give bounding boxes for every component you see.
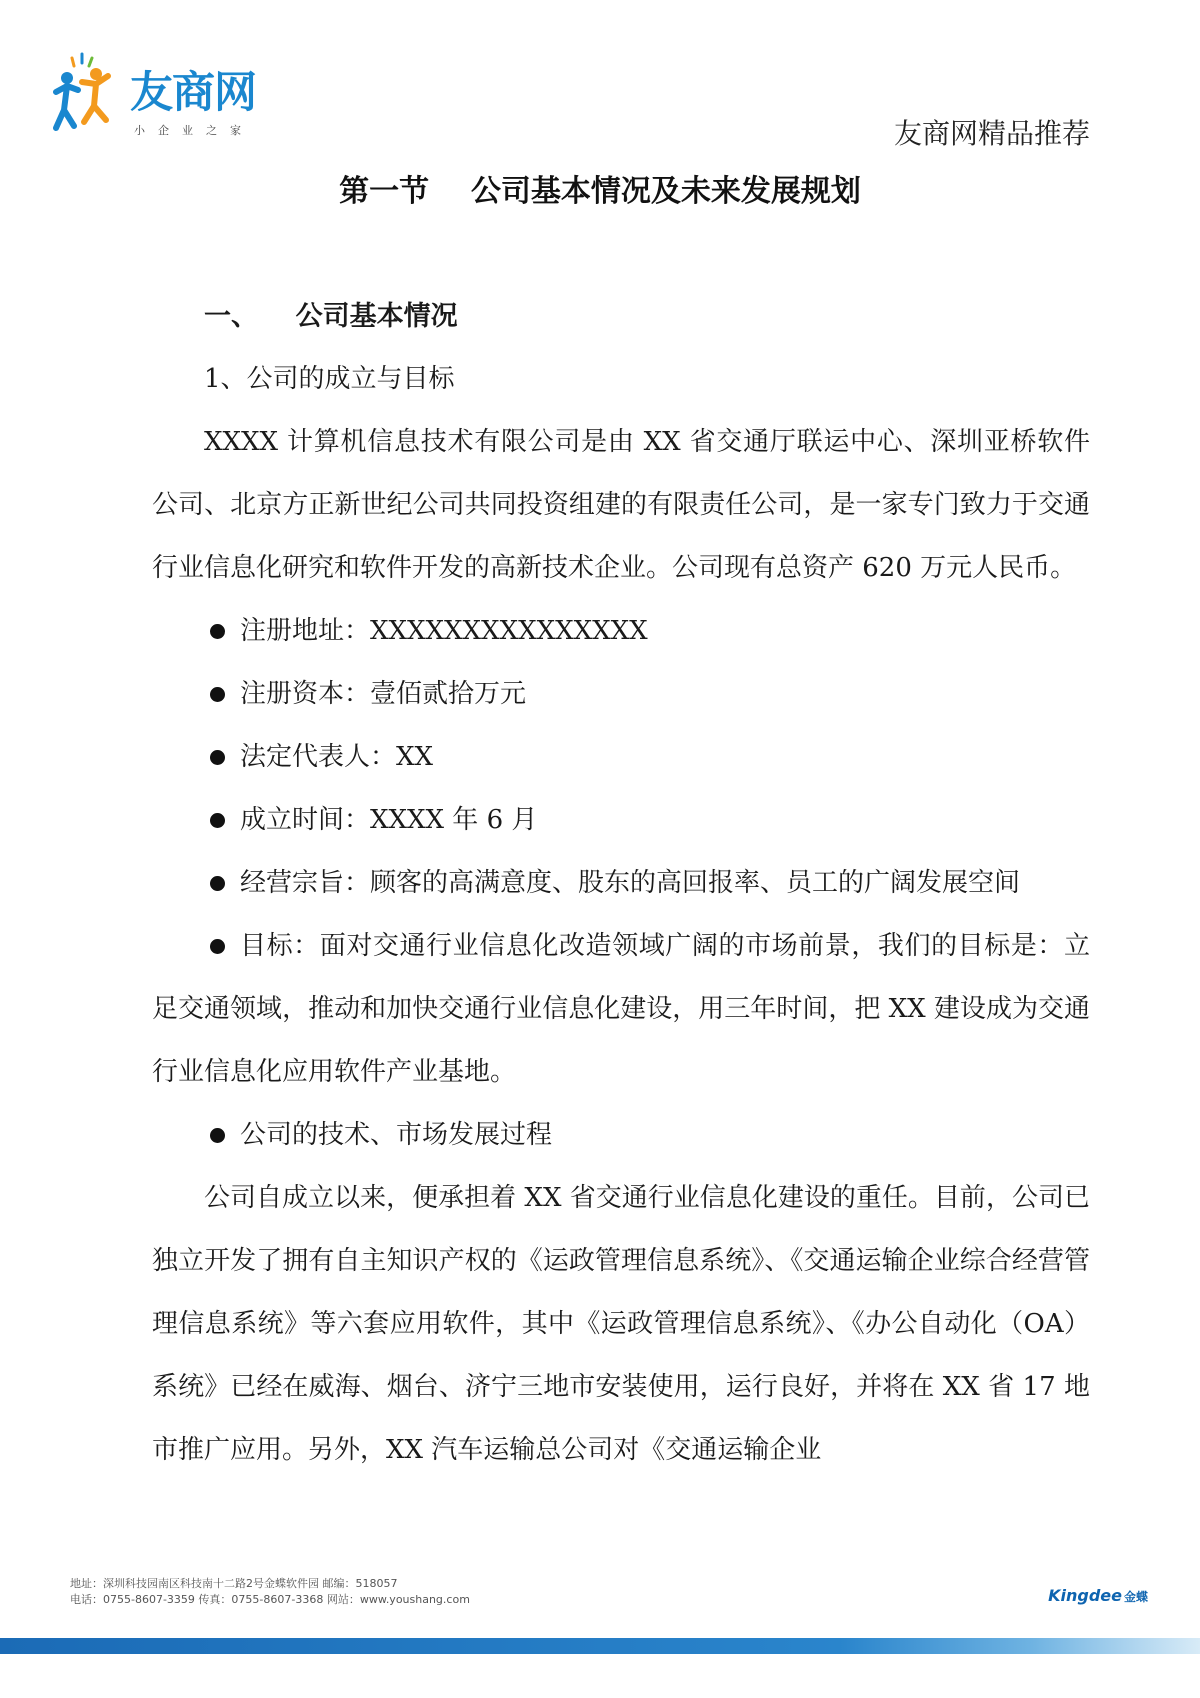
- bullet-founding-date: [152, 789, 1090, 852]
- logo-subtitle: 小企业之家: [134, 124, 254, 137]
- kingdee-logo: [1048, 1586, 1148, 1605]
- logo-text: 友商网: [130, 68, 256, 118]
- bullet-text: 目标：面对交通行业信息化改造领域广阔的市场前景，我们的目标是：立足交通领域，推动和加快交通行业信息化建设，用三年时间，把 XX 建设成为交通行业信息化应用软件产业基地。: [152, 931, 1090, 1087]
- tech-paragraph: 公司自成立以来，便承担着 XX 省交通行业信息化建设的重任。目前，公司已独立开发了拥有自主知识产权的《运政管理信息系统》、《交通运输企业综合经营管理信息系统》等六套应用软件，其中《运政管理信息系统》、《办公自动化（OA）系统》已经在威海、烟台、济宁三地市安装使用，运行良好，并将在 XX 省 17 地市推广应用。另外，XX 汽车运输总公司对《交通运输企业: [152, 1183, 1090, 1465]
- footer-bar: [0, 1638, 1200, 1654]
- bullet-dot: [210, 624, 225, 639]
- footer-phone-website: 电话：0755-8607-3359 传真：0755-8607-3368 网站：www.youshang.com: [70, 1593, 470, 1606]
- bullet-dot: [210, 1128, 225, 1143]
- section-heading: 一、 公司基本情况: [204, 301, 458, 332]
- bullet-text: 公司的技术、市场发展过程: [240, 1120, 553, 1150]
- bullet-registered-address: [152, 600, 1090, 663]
- footer-contact: [70, 1576, 470, 1608]
- logo-figures-icon: [52, 52, 132, 132]
- bullet-registered-capital: [152, 663, 1090, 726]
- bullet-business-purpose: [152, 852, 1090, 915]
- bullet-dot: [210, 813, 225, 828]
- bullet-dot: [210, 750, 225, 765]
- bullet-text: 注册地址：XXXXXXXXXXXXXXX: [240, 616, 648, 646]
- bullet-tech-market: [152, 1104, 1090, 1167]
- bullet-text: 经营宗旨：顾客的高满意度、股东的高回报率、员工的广阔发展空间: [240, 868, 1021, 898]
- subsection-heading: 1、公司的成立与目标: [204, 364, 455, 394]
- bullet-legal-representative: [152, 726, 1090, 789]
- bullet-text: 法定代表人：XX: [240, 742, 434, 772]
- bullet-goal: [152, 915, 1090, 1104]
- header-recommend-text: 友商网精品推荐: [893, 117, 1090, 150]
- youshang-logo[interactable]: [52, 52, 292, 142]
- kingdee-brand-cn: 金蝶: [1123, 1590, 1148, 1604]
- bullet-dot: [210, 876, 225, 891]
- bullet-dot: [210, 687, 225, 702]
- bullet-text: 成立时间：XXXX 年 6 月: [240, 805, 538, 835]
- kingdee-brand: Kingdee: [1048, 1586, 1122, 1605]
- bullet-dot: [210, 939, 225, 954]
- footer-address: 地址：深圳科技园南区科技南十二路2号金蝶软件园 邮编：518057: [70, 1577, 398, 1590]
- page-title: 第一节 公司基本情况及未来发展规划: [339, 174, 861, 209]
- document-body: [152, 285, 1090, 1482]
- bullet-text: 注册资本：壹佰贰拾万元: [240, 679, 527, 709]
- intro-paragraph: XXXX 计算机信息技术有限公司是由 XX 省交通厅联运中心、深圳亚桥软件公司、北京方正新世纪公司共同投资组建的有限责任公司，是一家专门致力于交通行业信息化研究和软件开发的高新技术企业。公司现有总资产 620 万元人民币。: [152, 427, 1090, 583]
